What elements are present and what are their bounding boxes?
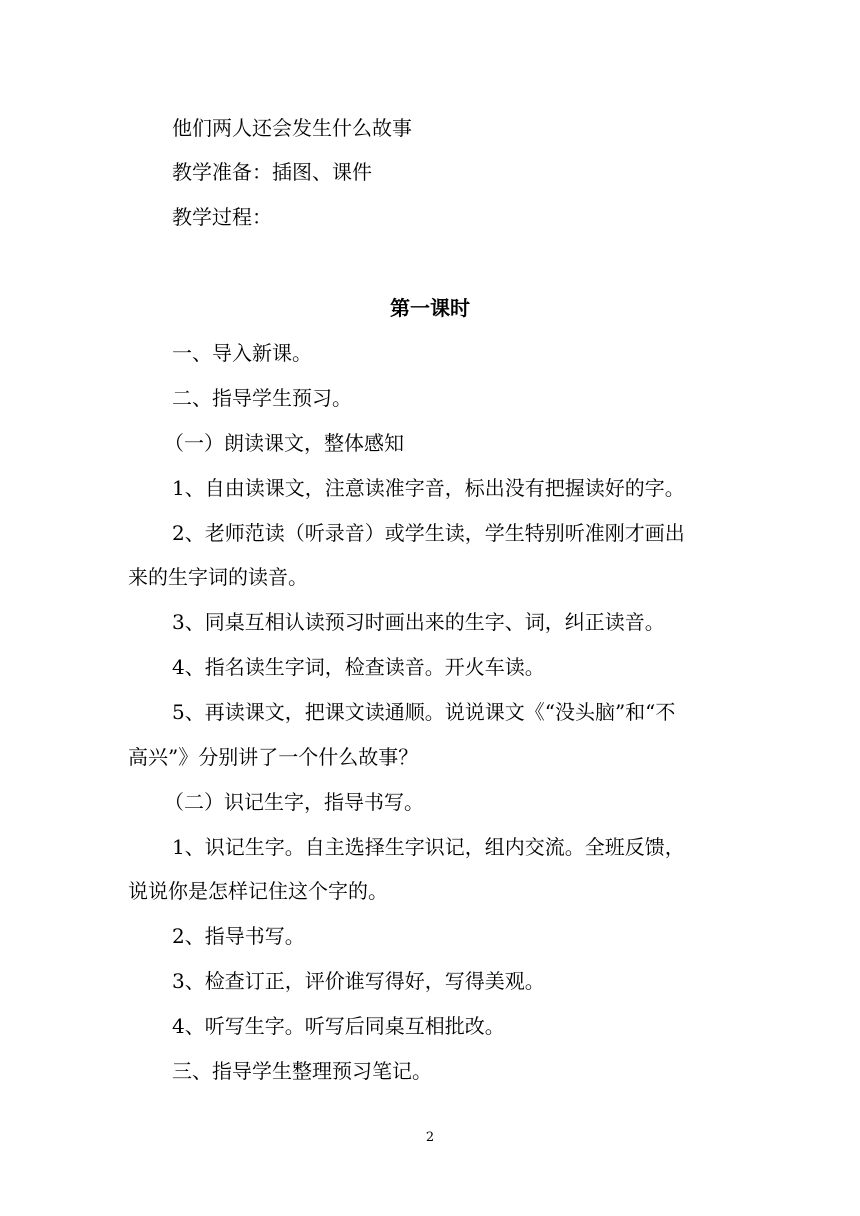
section-title: 第一课时 (390, 296, 470, 320)
sub-step-2-item-4: 4、听写生字。听写后同桌互相批改。 (172, 1014, 505, 1038)
sub-step-1-item-4: 4、指名读生字词，检查读音。开火车读。 (172, 655, 545, 679)
intro-line: 他们两人还会发生什么故事 (172, 116, 412, 140)
sub-step-2: （二）识记生字，指导书写。 (164, 790, 424, 814)
step-1: 一、导入新课。 (172, 341, 312, 365)
sub-step-2-item-2: 2、指导书写。 (172, 924, 305, 948)
step-2: 二、指导学生预习。 (172, 386, 352, 410)
sub-step-1-item-5-line-1: 5、再读课文，把课文读通顺。说说课文《“没头脑”和“不 (172, 700, 676, 724)
sub-step-1: （一）朗读课文，整体感知 (164, 431, 404, 455)
sub-step-1-item-2-line-2: 来的生字词的读音。 (128, 565, 308, 589)
page-number: 2 (425, 1130, 435, 1145)
sub-step-1-item-2-line-1: 2、老师范读（听录音）或学生读，学生特别听准刚才画出 (172, 521, 685, 545)
sub-step-1-item-1: 1、自由读课文，注意读准字音，标出没有把握读好的字。 (172, 476, 685, 500)
teaching-process-heading: 教学过程： (172, 205, 272, 229)
sub-step-2-item-1-line-2: 说说你是怎样记住这个字的。 (128, 879, 388, 903)
step-3: 三、指导学生整理预习笔记。 (172, 1059, 432, 1083)
sub-step-2-item-3: 3、检查订正，评价谁写得好，写得美观。 (172, 969, 545, 993)
sub-step-1-item-3: 3、同桌互相认读预习时画出来的生字、词，纠正读音。 (172, 610, 665, 634)
teaching-preparation: 教学准备：插图、课件 (172, 160, 372, 184)
sub-step-2-item-1-line-1: 1、识记生字。自主选择生字识记，组内交流。全班反馈， (172, 835, 685, 859)
sub-step-1-item-5-line-2: 高兴”》分别讲了一个什么故事？ (128, 745, 419, 769)
